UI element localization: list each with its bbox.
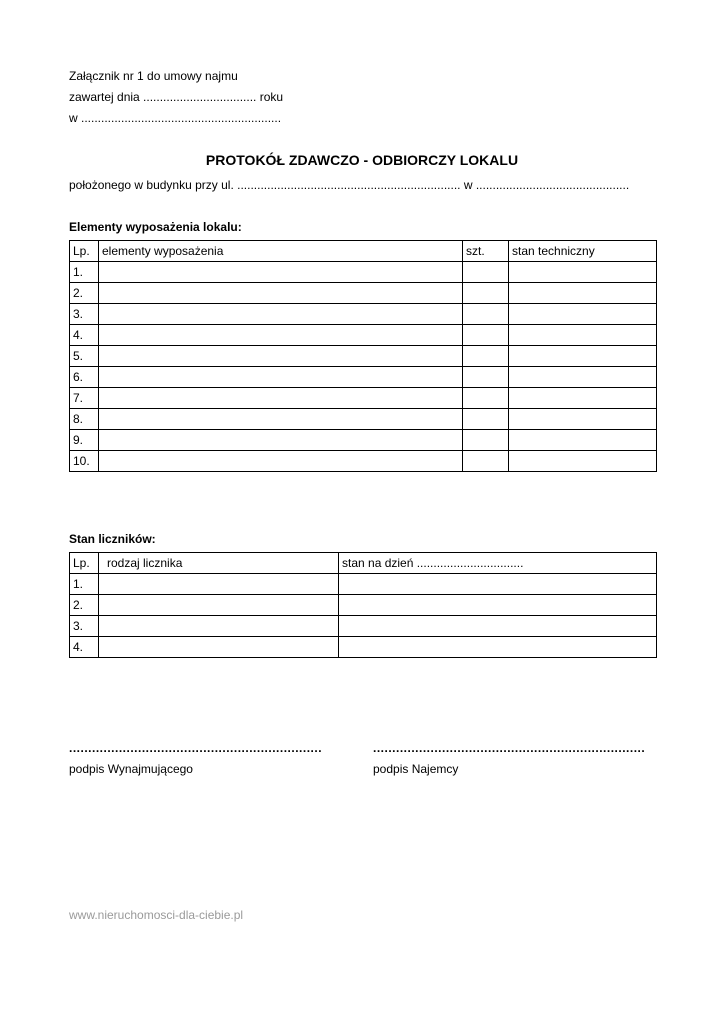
equipment-table xyxy=(69,240,657,472)
landlord-signature-label: podpis Wynajmującego xyxy=(69,762,193,776)
element-cell[interactable] xyxy=(99,304,463,325)
table-row xyxy=(70,637,657,658)
element-cell[interactable] xyxy=(99,451,463,472)
condition-cell[interactable] xyxy=(509,409,657,430)
tenant-signature-label: podpis Najemcy xyxy=(373,762,459,776)
condition-cell[interactable] xyxy=(509,346,657,367)
quantity-cell[interactable] xyxy=(463,283,509,304)
meters-heading: Stan liczników: xyxy=(69,532,156,546)
quantity-cell[interactable] xyxy=(463,367,509,388)
row-number: 1. xyxy=(70,262,99,283)
equipment-heading: Elementy wyposażenia lokalu: xyxy=(69,220,242,234)
condition-cell[interactable] xyxy=(509,430,657,451)
table-row xyxy=(70,262,657,283)
annex-line: Załącznik nr 1 do umowy najmu xyxy=(69,69,238,83)
element-cell[interactable] xyxy=(99,262,463,283)
quantity-cell[interactable] xyxy=(463,409,509,430)
document-title: PROTOKÓŁ ZDAWCZO - ODBIORCZY LOKALU xyxy=(205,152,519,168)
condition-cell[interactable] xyxy=(509,325,657,346)
row-number: 6. xyxy=(70,367,99,388)
element-cell[interactable] xyxy=(99,367,463,388)
column-header-condition: stan techniczny xyxy=(509,241,657,262)
condition-cell[interactable] xyxy=(509,367,657,388)
meter-reading-cell[interactable] xyxy=(339,616,657,637)
tenant-signature-line: ....................................................................... xyxy=(373,741,646,755)
meter-reading-cell[interactable] xyxy=(339,637,657,658)
meter-reading-cell[interactable] xyxy=(339,595,657,616)
table-row xyxy=(70,346,657,367)
meter-reading-cell[interactable] xyxy=(339,574,657,595)
contract-place-line: w ............................................................ xyxy=(69,111,282,125)
row-number: 3. xyxy=(70,616,99,637)
quantity-cell[interactable] xyxy=(463,430,509,451)
row-number: 7. xyxy=(70,388,99,409)
meters-table xyxy=(69,552,657,658)
quantity-cell[interactable] xyxy=(463,451,509,472)
meter-type-cell[interactable] xyxy=(99,637,339,658)
quantity-cell[interactable] xyxy=(463,325,509,346)
table-row xyxy=(70,430,657,451)
table-row xyxy=(70,367,657,388)
column-header-element: elementy wyposażenia xyxy=(99,241,463,262)
row-number: 2. xyxy=(70,595,99,616)
table-row xyxy=(70,304,657,325)
table-row xyxy=(70,451,657,472)
table-row xyxy=(70,409,657,430)
column-header-lp: Lp. xyxy=(70,241,99,262)
row-number: 9. xyxy=(70,430,99,451)
row-number: 10. xyxy=(70,451,99,472)
element-cell[interactable] xyxy=(99,409,463,430)
meter-type-cell[interactable] xyxy=(99,574,339,595)
column-header-reading: stan na dzień ................................ xyxy=(339,553,657,574)
element-cell[interactable] xyxy=(99,430,463,451)
quantity-cell[interactable] xyxy=(463,304,509,325)
table-row xyxy=(70,283,657,304)
condition-cell[interactable] xyxy=(509,262,657,283)
meter-type-cell[interactable] xyxy=(99,616,339,637)
meter-type-cell[interactable] xyxy=(99,595,339,616)
website-footer: www.nieruchomosci-dla-ciebie.pl xyxy=(69,908,244,922)
table-row xyxy=(70,325,657,346)
table-row xyxy=(70,595,657,616)
element-cell[interactable] xyxy=(99,325,463,346)
table-header-row xyxy=(70,553,657,574)
row-number: 4. xyxy=(70,637,99,658)
table-row xyxy=(70,616,657,637)
row-number: 2. xyxy=(70,283,99,304)
table-row xyxy=(70,388,657,409)
quantity-cell[interactable] xyxy=(463,262,509,283)
landlord-signature-line: .................................................................. xyxy=(69,741,323,755)
table-header-row xyxy=(70,241,657,262)
row-number: 5. xyxy=(70,346,99,367)
row-number: 8. xyxy=(70,409,99,430)
row-number: 1. xyxy=(70,574,99,595)
column-header-qty: szt. xyxy=(463,241,509,262)
contract-date-line: zawartej dnia .................................. roku xyxy=(69,90,284,104)
quantity-cell[interactable] xyxy=(463,346,509,367)
condition-cell[interactable] xyxy=(509,388,657,409)
row-number: 3. xyxy=(70,304,99,325)
condition-cell[interactable] xyxy=(509,451,657,472)
row-number: 4. xyxy=(70,325,99,346)
element-cell[interactable] xyxy=(99,283,463,304)
condition-cell[interactable] xyxy=(509,283,657,304)
condition-cell[interactable] xyxy=(509,304,657,325)
location-line: położonego w budynku przy ul. ................................................................... w .............................................. xyxy=(69,178,630,192)
column-header-meter-type: rodzaj licznika xyxy=(99,553,339,574)
element-cell[interactable] xyxy=(99,346,463,367)
table-row xyxy=(70,574,657,595)
quantity-cell[interactable] xyxy=(463,388,509,409)
column-header-lp: Lp. xyxy=(70,553,99,574)
element-cell[interactable] xyxy=(99,388,463,409)
